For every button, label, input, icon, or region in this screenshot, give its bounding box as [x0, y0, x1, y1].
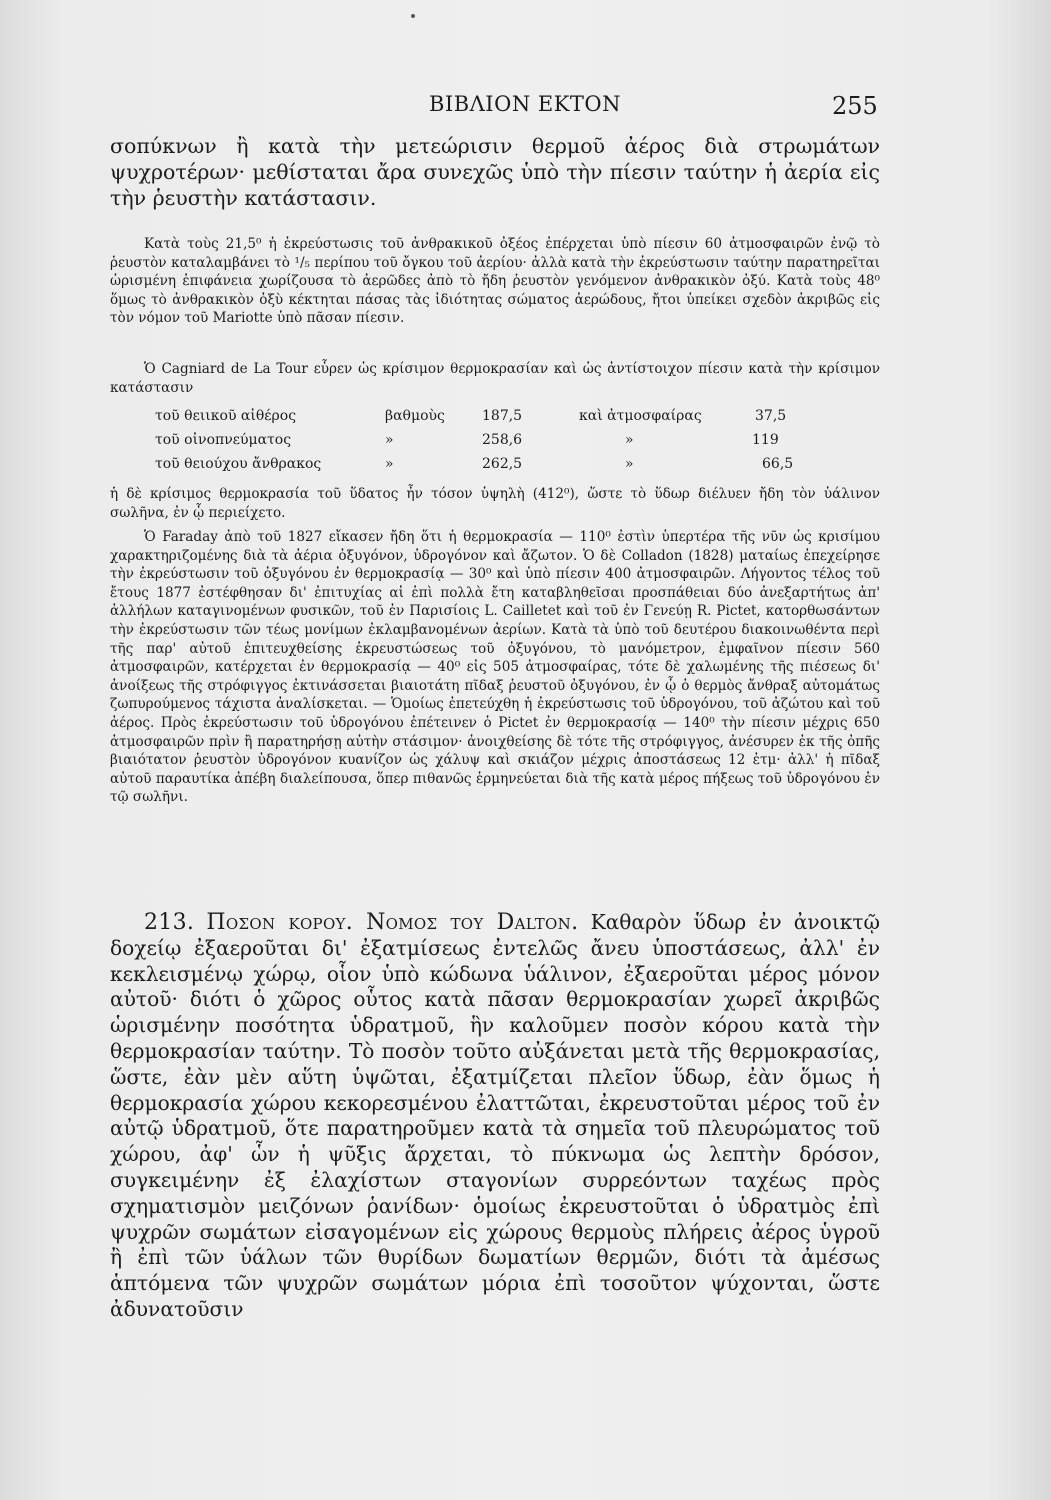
table-row — [155, 456, 815, 480]
unit-cell: βαθμοὺς — [385, 408, 445, 424]
table-row — [155, 432, 815, 456]
running-title: ΒΙΒΛΙΟΝ ΕΚΤΟΝ — [428, 92, 621, 116]
note-cagniard: Ὁ Cagniard de La Tour εὗρεν ὡς κρίσιμον θερμοκρασίαν καὶ ὡς ἀντίστοιχον πίεσιν κατὰ τὴν κρίσιμον κατάστασιν — [110, 361, 880, 396]
temperature-cell: 258,6 — [482, 432, 523, 448]
section-body: Καθαρὸν ὕδωρ ἐν ἀνοικτῷ δοχείῳ ἐξαεροῦται δι' ἐξατμίσεως ἐντελῶς ἄνευ ὑποστάσεως, ἀλλ' ἐν κεκλεισμένῳ χώρῳ, οἷον ὑπὸ κώδωνα ὑάλινον, ἐξαεροῦται μέρος μόνον αὐτοῦ· διότι ὁ χῶρος οὗτος κατὰ πᾶσαν θερμοκρασίαν χωρεῖ ἀκριβῶς ὡρισμένην ποσότητα ὑδρατμοῦ, ἣν καλοῦμεν ποσὸν κόρου κατὰ τὴν θερμοκρασίαν ταύτην. Τὸ ποσὸν τοῦτο αὐξάνεται μετὰ τῆς θερμοκρασίας, ὥστε, ἐὰν μὲν αὕτη ὑψῶται, ἐξατμίζεται πλεῖον ὕδωρ, ἐὰν ὅμως ἡ θερμοκρασία χώρου κεκορεσμένου ἐλαττῶται, ἐκρευστοῦται μέρος τοῦ ἐν αὐτῷ ὑδρατμοῦ, ὅτε παρατηροῦμεν κατὰ τὰ σημεῖα τοῦ πλευρώματος τοῦ χώρου, ἀφ' ὧν ἡ ψῦξις ἄρχεται, τὸ πύκνωμα ὡς λεπτὴν δρόσον, συγκειμένην ἐξ ἐλαχίστων σταγονίων συρρεόντων ταχέως πρὸς σχηματισμὸν μειζόνων ῥανίδων· ὁμοίως ἐκρευστοῦται ὁ ὑδρατμὸς ἐπὶ ψυχρῶν σωμάτων εἰσαγομένων εἰς χώρους θερμοὺς πλήρεις ἀέρος ὑγροῦ ἢ ἐπὶ τῶν ὑάλων τῶν θυρίδων δωματίων θερμῶν, διότι τὰ ἀμέσως ἁπτόμενα τῶν ψυχρῶν σωμάτων μόρια ἐπὶ τοσοῦτον ψύχονται, ὥστε ἀδυνατοῦσιν — [110, 910, 880, 1321]
table-row — [155, 408, 815, 432]
substance-cell: τοῦ οἰνοπνεύματος — [155, 432, 292, 448]
unit-cell: » — [385, 432, 394, 448]
note-carbonic-acid: Κατὰ τοὺς 21,5⁰ ἡ ἐκρεύστωσις τοῦ ἀνθρακικοῦ ὀξέος ἐπέρχεται ὑπὸ πίεσιν 60 ἀτμοσφαιρῶν ἐνῷ τὸ ῥευστὸν καταλαμβάνει τὸ ¹/₅ περίπου τοῦ ὄγκου τοῦ ἀερίου· ἀλλὰ κατὰ τὴν ἐκρεύστωσιν ταύτην παρατηρεῖται ὡρισμένη ἐπιφάνεια χωρίζουσα τὸ ἀερῶδες ἀπὸ τὸ ἤδη ῥευστὸν γενόμενον ἀνθρακικὸν ὀξύ. Κατὰ τοὺς 48⁰ ὅμως τὸ ἀνθρακικὸν ὀξὺ κέκτηται πάσας τὰς ἰδιότητας σώματος ἀερώδους, ἤτοι ὑπείκει σχεδὸν ἀκριβῶς εἰς τὸν νόμον τοῦ Mariotte ὑπὸ πᾶσαν πίεσιν. — [110, 236, 880, 327]
note-water: ἡ δὲ κρίσιμος θερμοκρασία τοῦ ὕδατος ἦν τόσον ὑψηλὴ (412⁰), ὥστε τὸ ὕδωρ διέλυεν ἤδη τὸν ὑάλινον σωλῆνα, ἐν ᾧ περιείχετο. — [110, 486, 880, 521]
section-213 — [110, 910, 880, 1323]
unit2-cell: καὶ ἀτμοσφαίρας — [579, 408, 702, 424]
section-number: 213. — [144, 910, 195, 935]
substance-cell: τοῦ θειούχου ἄνθρακος — [155, 456, 322, 472]
unit2-cell: » — [625, 432, 634, 448]
temperature-cell: 187,5 — [482, 408, 523, 424]
page-number: 255 — [832, 92, 878, 120]
ink-speck — [411, 14, 415, 18]
unit-cell: » — [385, 456, 394, 472]
substance-cell: τοῦ θειικοῦ αἰθέρος — [155, 408, 297, 424]
page-header — [0, 92, 1051, 122]
unit2-cell: » — [625, 456, 634, 472]
pressure-cell: 119 — [752, 432, 779, 448]
critical-values-table — [155, 408, 815, 480]
pressure-cell: 66,5 — [762, 456, 794, 472]
note-faraday: Ὁ Faraday ἀπὸ τοῦ 1827 εἴκασεν ἤδη ὅτι ἡ θερμοκρασία — 110⁰ ἐστὶν ὑπερτέρα τῆς νῦν ὡς κρισίμου χαρακτηριζομένης διὰ τὰ ἀέρια ὀξυγόνον, ὑδρογόνον καὶ ἄζωτον. Ὁ δὲ Colladon (1828) ματαίως ἐπεχείρησε τὴν ἐκρεύστωσιν τοῦ ὀξυγόνου ἐν θερμοκρασίᾳ — 30⁰ καὶ ὑπὸ πίεσιν 400 ἀτμοσφαιρῶν. Λήγοντος τέλος τοῦ ἔτους 1877 ἐστέφθησαν δι' ἐπιτυχίας αἱ ἐπὶ πολλὰ ἔτη καταβληθεῖσαι προσπάθειαι δύο ἀνεξαρτήτως ἀπ' ἀλλήλων καταγινομένων φυσικῶν, τοῦ ἐν Παρισίοις L. Cailletet καὶ τοῦ ἐν Γενεύῃ R. Pictet, κατορθωσάντων τὴν ἐκρεύστωσιν τῶν τέως μονίμων ἐκλαμβανομένων ἀερίων. Κατὰ τὰ ὑπὸ τοῦ δευτέρου διακοινωθέντα περὶ τῆς παρ' αὐτοῦ ἐπιτευχθείσης ἐκρευστώσεως τοῦ ὀξυγόνου, τὸ μανόμετρον, ἐμφαῖνον πίεσιν 560 ἀτμοσφαιρῶν, κατέρχεται ἐν θερμοκρασίᾳ — 40⁰ εἰς 505 ἀτμοσφαίρας, τότε δὲ χαλωμένης τῆς πιέσεως δι' ἀνοίξεως τῆς στρόφιγγος ἐκτινάσσεται βιαιοτάτη πῖδαξ ῥευστοῦ ὀξυγόνου, ἐν ᾧ ὁ θερμὸς ἄνθραξ αὐτομάτως ζωπυρούμενος τάχιστα ἀναλίσκεται. — Ὁμοίως ἐπετεύχθη ἡ ἐκρεύστωσις τοῦ ὑδρογόνου, τοῦ ἀζώτου καὶ τοῦ ἀέρος. Πρὸς ἐκρεύστωσιν τοῦ ὑδρογόνου ἐπέτεινεν ὁ Pictet ἐν θερμοκρασίᾳ — 140⁰ τὴν πίεσιν μέχρις 650 ἀτμοσφαιρῶν πρὶν ἢ παρατηρήσῃ αὐτὴν στάσιμον· ἀνοιχθείσης δὲ τότε τῆς στρόφιγγος, ἀνέσυρεν ἐκ τῆς ὀπῆς βιαιότατον ῥευστὸν ὑδρογόνον κυανίζον ὡς χάλυψ καὶ σκιάζον μέχρις ἀποστάσεως 12 ἑτμ· ἀλλ' ἡ πῖδαξ αὐτοῦ παραυτίκα ἀπέβη διαλείπουσα, ὅπερ πιθανῶς ἑρμηνεύεται διὰ τῆς κατὰ μέρος πήξεως τοῦ ὑδρογόνου ἐν τῷ σωλῆνι. — [110, 529, 880, 806]
section-title: Ποσον κορου. Νομος του Dalton. — [206, 910, 579, 935]
temperature-cell: 262,5 — [482, 456, 523, 472]
pressure-cell: 37,5 — [755, 408, 787, 424]
opening-paragraph: σοπύκνων ἢ κατὰ τὴν μετεώρισιν θερμοῦ ἀέρος διὰ στρωμάτων ψυχροτέρων· μεθίσταται ἄρα συνεχῶς ὑπὸ τὴν πίεσιν ταύτην ἡ ἀερία εἰς τὴν ῥευστὴν κατάστασιν. — [110, 134, 880, 210]
